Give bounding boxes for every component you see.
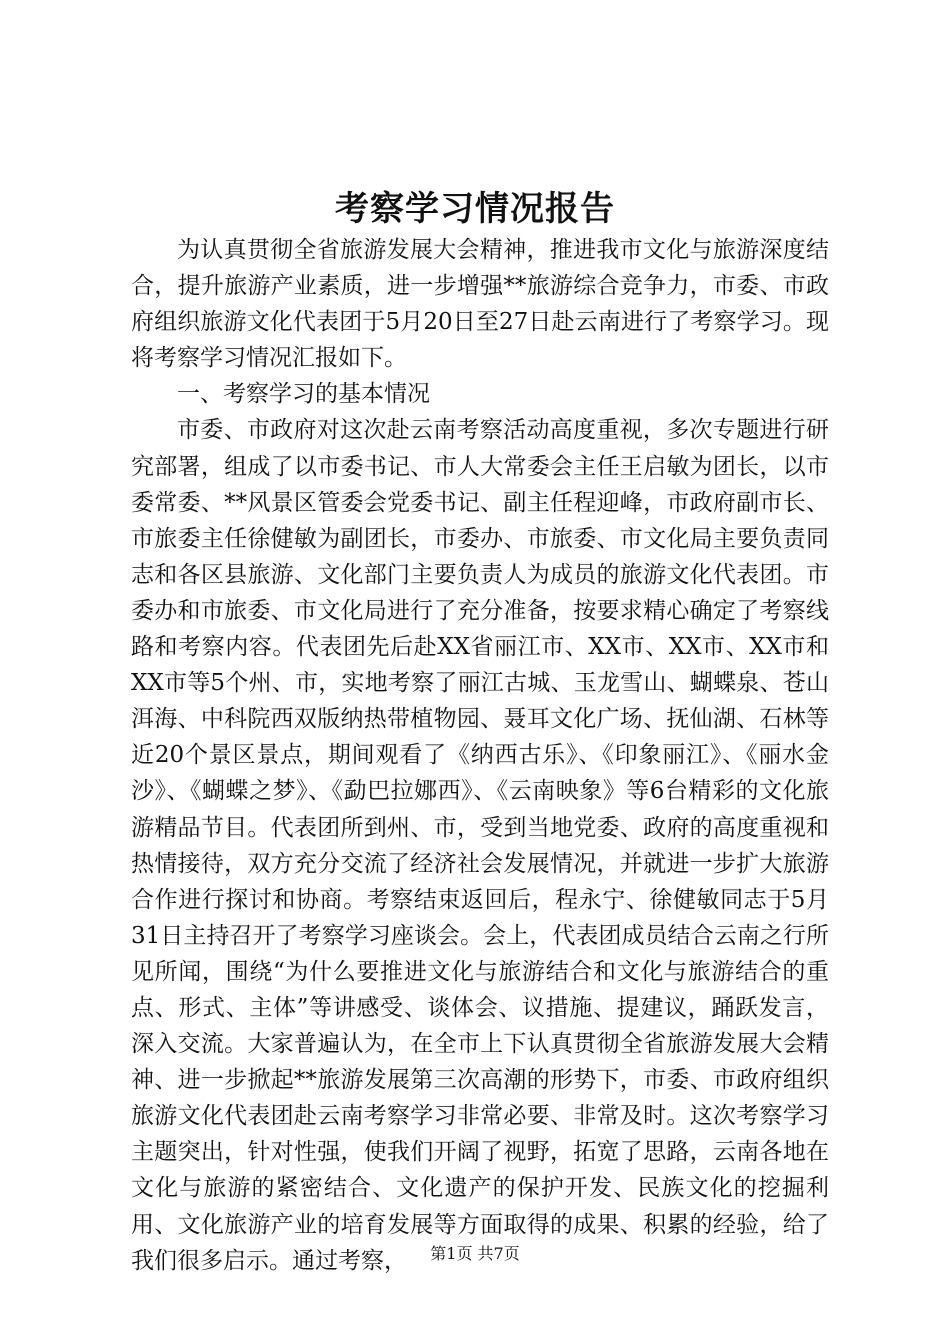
document-body [131,232,829,1279]
page-number: 第1页 共7页 [430,1244,520,1263]
document-title: 考察学习情况报告 [335,189,615,229]
intro-paragraph: 为认真贯彻全省旅游发展大会精神，推进我市文化与旅游深度结合，提升旅游产业素质，进一步增强**旅游综合竞争力，市委、市政府组织旅游文化代表团于5月20日至27日赴云南进行了考察学习。现将考察学习情况汇报如下。 [131,237,829,372]
section-heading: 一、考察学习的基本情况 [177,381,430,408]
section-paragraph: 市委、市政府对这次赴云南考察活动高度重视，多次专题进行研究部署，组成了以市委书记、市人大常委会主任王启敏为团长，以市委常委、**风景区管委会党委书记、副主任程迎峰，市政府副市长、市旅委主任徐健敏为副团长，市委办、市旅委、市文化局主要负责同志和各区县旅游、文化部门主要负责人为成员的旅游文化代表团。市委办和市旅委、市文化局进行了充分准备，按要求精心确定了考察线路和考察内容。代表团先后赴XX省丽江市、XX市、XX市、XX市和XX市等5个州、市，实地考察了丽江古城、玉龙雪山、蝴蝶泉、苍山洱海、中科院西双版纳热带植物园、聂耳文化广场、抚仙湖、石林等近20个景区景点，期间观看了《纳西古乐》、《印象丽江》、《丽水金沙》、《蝴蝶之梦》、《勐巴拉娜西》、《云南映象》等6台精彩的文化旅游精品节目。代表团所到州、市，受到当地党委、政府的高度重视和热情接待，双方充分交流了经济社会发展情况，并就进一步扩大旅游合作进行探讨和协商。考察结束返回后，程永宁、徐健敏同志于5月31日主持召开了考察学习座谈会。会上，代表团成员结合云南之行所见所闻，围绕“为什么要推进文化与旅游结合和文化与旅游结合的重点、形式、主体”等讲感受、谈体会、议措施、提建议，踊跃发言，深入交流。大家普遍认为，在全市上下认真贯彻全省旅游发展大会精神、进一步掀起**旅游发展第三次高潮的形势下，市委、市政府组织旅游文化代表团赴云南考察学习非常必要、非常及时。这次考察学习主题突出，针对性强，使我们开阔了视野，拓宽了思路，云南各地在文化与旅游的紧密结合、文化遗产的保护开发、民族文化的挖掘利用、文化旅游产业的培育发展等方面取得的成果、积累的经验，给了我们很多启示。通过考察， [131,417,829,1274]
